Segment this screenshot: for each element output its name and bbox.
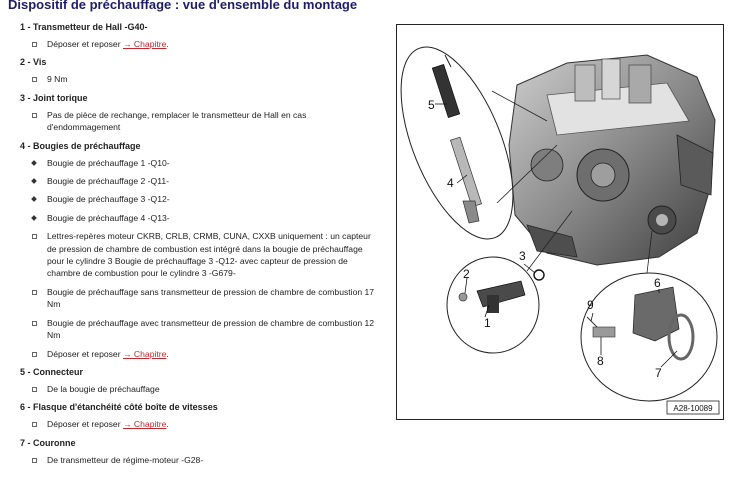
section-title: 4 - Bougies de préchauffage [20,140,141,151]
list-item [20,230,380,280]
callout-2: 2 [463,267,470,281]
item-text: Bougie de préchauffage 4 -Q13- [47,212,170,223]
parts-list [20,22,380,473]
figure-code: A28-10089 [673,404,713,413]
list-item [20,418,380,430]
square-bullet-icon [32,290,37,295]
list-item [20,109,380,134]
section-5 [20,367,380,395]
square-bullet-icon [32,234,37,239]
item-text: Bougie de préchauffage 1 -Q10- [47,157,170,168]
list-item [20,212,380,224]
exploded-view-figure [396,24,724,420]
item-text: Déposer et reposer [47,348,123,359]
list-item [20,157,380,169]
square-bullet-icon [32,352,37,357]
list-item [20,286,380,311]
callout-4: 4 [447,176,454,190]
section-7 [20,438,380,466]
square-bullet-icon [32,321,37,326]
section-title: 3 - Joint torique [20,92,88,103]
section-1 [20,22,380,50]
item-suffix: . [166,39,169,49]
list-item [20,383,380,395]
square-bullet-icon [32,458,37,463]
item-text: 9 Nm [47,74,68,85]
item-text: Bougie de préchauffage avec transmetteur de pression de chambre de combustion 12 Nm [47,317,375,341]
item-text: Bougie de préchauffage sans transmetteur de pression de chambre de combustion 17 Nm [47,286,375,310]
item-text: Bougie de préchauffage 3 -Q12- [47,194,170,205]
list-item [20,38,380,50]
list-item [20,317,380,342]
engine-illustration [397,25,723,419]
section-title: 5 - Connecteur [20,366,84,377]
list-item [20,73,380,85]
section-title: 6 - Flasque d'étanchéité côté boîte de vitesses [20,402,218,413]
callout-3: 3 [519,249,526,263]
list-item [20,193,380,205]
callout-6: 6 [654,276,661,290]
item-text: Bougie de préchauffage 2 -Q11- [47,176,169,187]
chapter-link[interactable]: → Chapitre [122,419,167,430]
callout-9: 9 [587,298,594,312]
item-suffix: . [166,348,169,359]
item-suffix: . [166,419,169,430]
section-title: 2 - Vis [20,57,47,68]
engine-block [509,55,715,265]
section-2 [20,57,380,85]
section-3 [20,93,380,134]
diamond-bullet-icon [31,160,37,166]
diamond-bullet-icon [31,215,37,221]
section-title: 1 - Transmetteur de Hall -G40- [20,22,148,32]
square-bullet-icon [32,77,37,82]
section-4 [20,141,380,360]
callout-1: 1 [484,316,491,330]
item-text: De la bougie de préchauffage [47,383,160,394]
section-6 [20,402,380,430]
list-item [20,175,380,187]
square-bullet-icon [32,113,37,118]
item-text: Pas de pièce de rechange, remplacer le transmetteur de Hall en cas d'endommagement [47,109,307,133]
callout-7: 7 [655,366,662,380]
square-bullet-icon [32,387,37,392]
diamond-bullet-icon [31,178,37,184]
square-bullet-icon [32,422,37,427]
square-bullet-icon [32,42,37,47]
diamond-bullet-icon [31,197,37,203]
chapter-link[interactable]: → Chapitre [122,348,167,359]
list-item [20,348,380,360]
chapter-link[interactable]: → Chapitre [122,39,167,49]
list-item [20,454,380,466]
item-text: Lettres-repères moteur CKRB, CRLB, CRMB, CUNA, CXXB uniquement : un capteur de pression de chambre de combustion est intégré dans la bougie de préchauffage pour le cylindre 3 Bougie de préchauffage 3 -Q12- avec capteur de pression de chambre de combustion pour le cylindre 3 -G679- [47,231,371,279]
item-text: Déposer et reposer [47,39,123,49]
callout-5: 5 [428,98,435,112]
callout-8: 8 [597,354,604,368]
section-title: 7 - Couronne [20,437,76,448]
item-text: Déposer et reposer [47,419,123,430]
page-title: Dispositif de préchauffage : vue d'ensemble du montage [8,0,358,12]
item-text: De transmetteur de régime-moteur -G28- [47,454,204,465]
